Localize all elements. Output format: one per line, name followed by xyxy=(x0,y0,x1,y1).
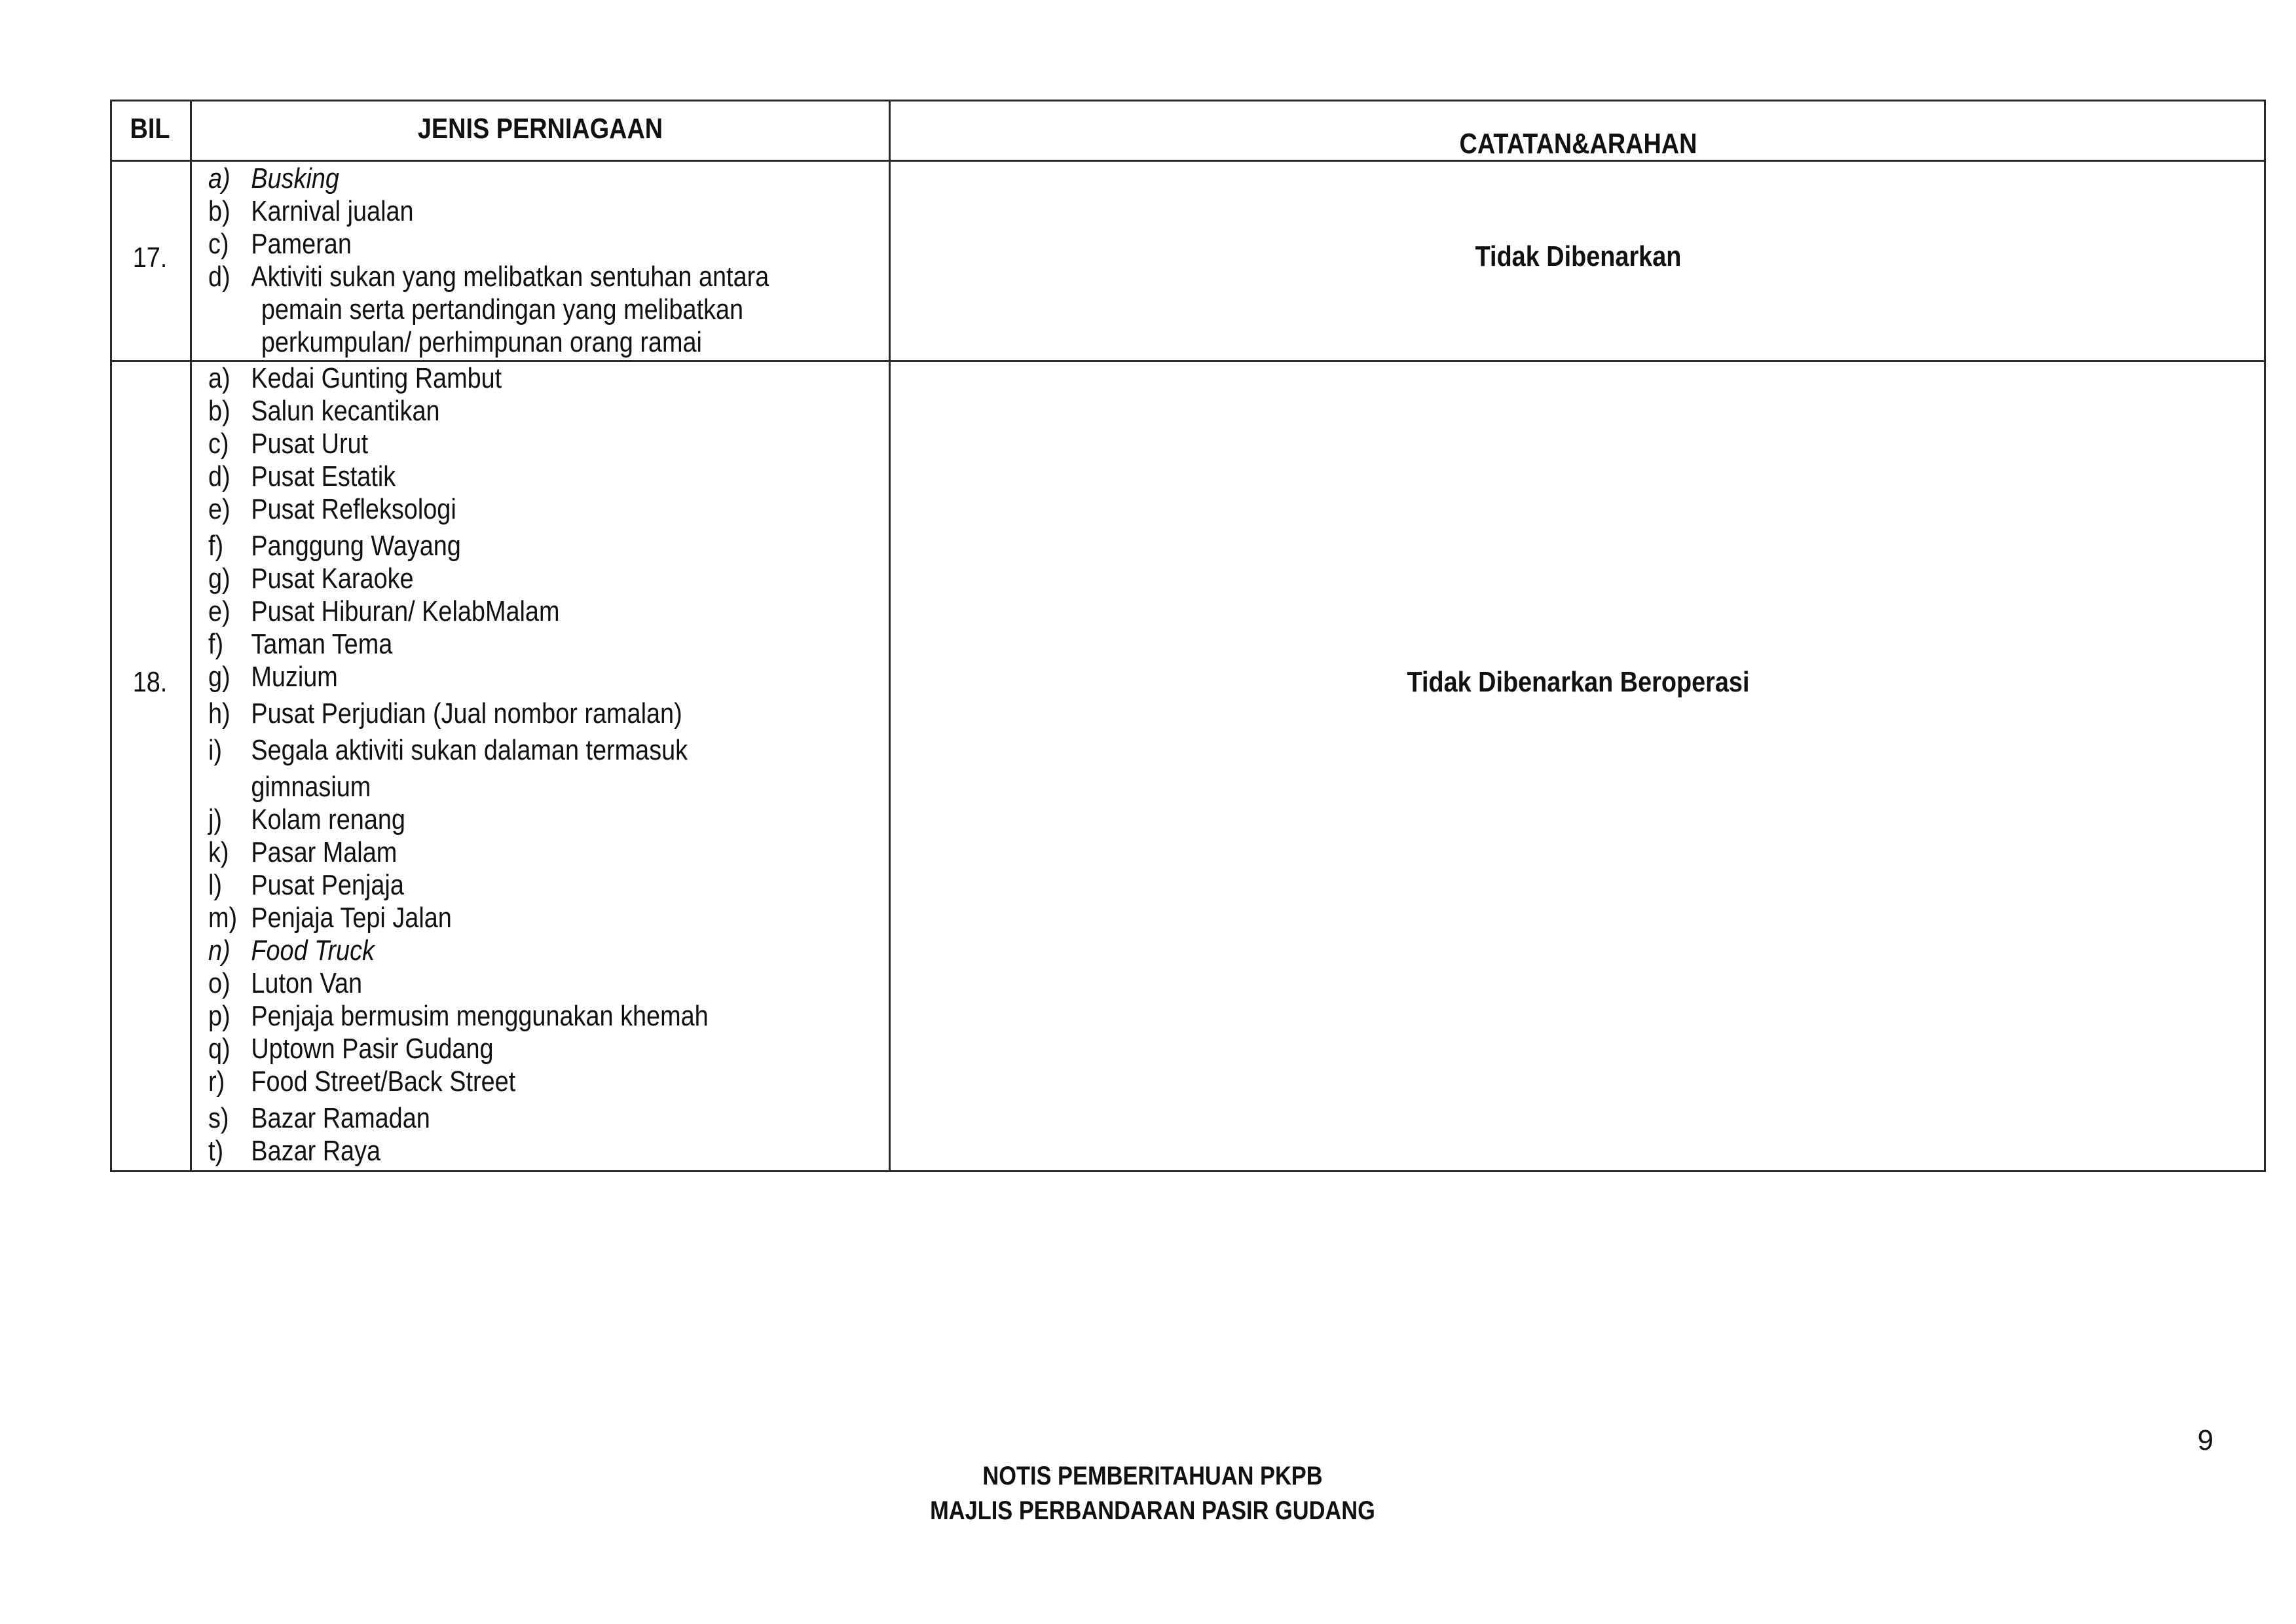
business-list xyxy=(208,162,883,359)
item-text: Kedai Gunting Rambut xyxy=(251,362,502,394)
header-bil: BIL xyxy=(130,113,170,145)
item-text: Bazar Raya xyxy=(251,1135,381,1167)
list-item xyxy=(208,493,862,526)
item-text: Penjaja Tepi Jalan xyxy=(251,902,452,934)
list-item xyxy=(208,1102,862,1135)
table-rule xyxy=(889,100,2266,101)
row-number: 17. xyxy=(132,242,168,274)
list-item xyxy=(208,261,862,293)
list-item xyxy=(208,395,862,428)
item-label: q) xyxy=(208,1033,231,1065)
item-text: Penjaja bermusim menggunakan khemah xyxy=(251,1000,709,1032)
item-label: l) xyxy=(208,869,223,901)
list-item xyxy=(208,162,862,195)
item-label: r) xyxy=(208,1065,225,1098)
item-text: Bazar Ramadan xyxy=(251,1102,430,1134)
item-label: h) xyxy=(208,697,231,729)
item-label: o) xyxy=(208,967,231,999)
item-label: m) xyxy=(208,902,238,934)
table-rule xyxy=(110,160,2266,162)
item-label: f) xyxy=(208,530,224,562)
item-text: Busking xyxy=(251,162,339,194)
list-item xyxy=(208,563,862,595)
item-label: s) xyxy=(208,1102,229,1134)
item-text: Pusat Karaoke xyxy=(251,563,414,595)
list-item xyxy=(208,228,862,261)
item-label: c) xyxy=(208,428,229,460)
item-text: Uptown Pasir Gudang xyxy=(251,1033,494,1065)
item-text: Pusat Hiburan/ KelabMalam xyxy=(251,595,560,627)
item-text: Salun kecantikan xyxy=(251,395,440,427)
item-text: Pusat Penjaja xyxy=(251,869,404,901)
header-jenis-perniagaan: JENIS PERNIAGAAN xyxy=(417,113,663,145)
item-label: d) xyxy=(208,261,231,293)
item-text: Pusat Perjudian (Jual nombor ramalan) xyxy=(251,697,682,729)
item-label: g) xyxy=(208,661,231,693)
item-label: d) xyxy=(208,460,231,492)
item-text: Food Street/Back Street xyxy=(251,1065,516,1098)
item-label: a) xyxy=(208,162,231,194)
item-label: i) xyxy=(208,734,223,766)
item-text: Panggung Wayang xyxy=(251,530,461,562)
item-label: n) xyxy=(208,934,231,967)
header-catatan-arahan: CATATAN&ARAHAN xyxy=(1459,128,1697,160)
table-rule xyxy=(889,100,891,1172)
list-item-continuation: perkumpulan/ perhimpunan orang ramai xyxy=(261,326,702,358)
item-text: Segala aktiviti sukan dalaman termasuk xyxy=(251,734,688,766)
list-item xyxy=(208,530,862,563)
item-label: k) xyxy=(208,836,229,868)
list-item xyxy=(208,1033,862,1065)
item-label: g) xyxy=(208,563,231,595)
item-text: Food Truck xyxy=(251,934,375,967)
item-text: Luton Van xyxy=(251,967,363,999)
list-item xyxy=(208,428,862,460)
item-text: Karnival jualan xyxy=(251,195,414,227)
item-text: Pameran xyxy=(251,228,352,260)
list-item xyxy=(208,595,862,628)
item-text: Pusat Urut xyxy=(251,428,369,460)
list-item xyxy=(208,195,862,228)
item-label: c) xyxy=(208,228,229,260)
item-label: p) xyxy=(208,1000,231,1032)
item-text: Pusat Refleksologi xyxy=(251,493,456,525)
list-item xyxy=(208,697,862,730)
row-note: Tidak Dibenarkan xyxy=(1475,240,1682,272)
list-item xyxy=(208,869,862,902)
item-label: j) xyxy=(208,803,223,836)
list-item xyxy=(208,734,862,767)
item-label: t) xyxy=(208,1135,224,1167)
list-item xyxy=(208,836,862,869)
list-item xyxy=(208,803,862,836)
item-label: b) xyxy=(208,395,231,427)
item-text: gimnasium xyxy=(251,771,371,803)
list-item xyxy=(208,902,862,934)
footer-title: NOTIS PEMBERITAHUAN PKPB xyxy=(982,1462,1323,1490)
item-label: e) xyxy=(208,595,231,627)
item-text: Aktiviti sukan yang melibatkan sentuhan antara xyxy=(251,261,769,293)
item-text: Kolam renang xyxy=(251,803,405,836)
item-text: Pasar Malam xyxy=(251,836,398,868)
item-label: a) xyxy=(208,362,231,394)
business-list xyxy=(208,362,883,1168)
list-item xyxy=(208,628,862,661)
table-rule xyxy=(190,100,192,1172)
list-item xyxy=(208,1065,862,1098)
list-item xyxy=(208,1000,862,1033)
page-number: 9 xyxy=(2197,1424,2213,1456)
row-number: 18. xyxy=(132,666,168,698)
footer-organization: MAJLIS PERBANDARAN PASIR GUDANG xyxy=(930,1496,1375,1525)
list-item xyxy=(208,661,862,693)
item-label: f) xyxy=(208,628,224,660)
list-item xyxy=(208,967,862,1000)
list-item xyxy=(208,771,862,803)
item-text: Muzium xyxy=(251,661,338,693)
list-item xyxy=(208,1135,862,1168)
list-item xyxy=(208,362,862,395)
item-label: e) xyxy=(208,493,231,525)
list-item xyxy=(208,934,862,967)
item-text: Taman Tema xyxy=(251,628,393,660)
item-label: b) xyxy=(208,195,231,227)
list-item-continuation: pemain serta pertandingan yang melibatkan xyxy=(261,293,744,325)
row-note: Tidak Dibenarkan Beroperasi xyxy=(1407,666,1750,698)
list-item xyxy=(208,460,862,493)
item-text: Pusat Estatik xyxy=(251,460,396,492)
